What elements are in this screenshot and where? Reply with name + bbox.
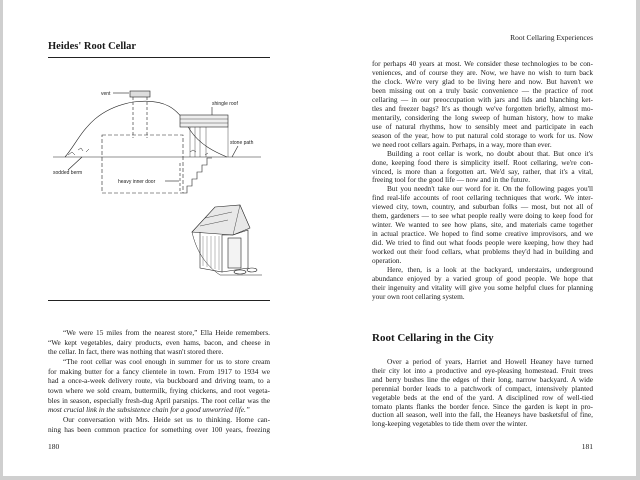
- text-line: freeing tool for the good life — now and in the future.: [372, 175, 531, 185]
- text-line: vegetable beds at the end of the yard. A disciplined row of well-tied: [372, 392, 593, 402]
- text-line: them, gardeners — to see what people really were doing to keep food for: [372, 211, 593, 221]
- page-number: 180: [48, 442, 60, 451]
- text-line: “We were 15 miles from the nearest store,” Ella Heide remembers.: [63, 328, 270, 337]
- text-line: the clock. We're very glad to be living here and now. But haven't we: [372, 76, 593, 86]
- label-stone-path: stone path: [230, 140, 254, 146]
- text-line: been missing out on a truly basic convenience — the practice of root: [372, 85, 593, 95]
- running-head: Root Cellaring Experiences: [510, 33, 593, 42]
- text-line: tles and freezer bags? It's as though we've forgotten briefly, almost mo-: [372, 103, 593, 113]
- text-line: had a once-a-week delivery route, via buckboard and driving team, to a: [48, 376, 270, 386]
- shed-sketch: [192, 205, 262, 275]
- text-line: for perhaps 40 years at most. We consider these technologies to be con-: [372, 59, 593, 68]
- text-line: for making butter for a fancy clientele in town. From 1917 to 1934 we: [48, 366, 270, 376]
- text-line: season of the year, how to put natural cold storage to work for us. Now: [372, 130, 593, 140]
- text-line: “The root cellar was cool enough in summer for us to store cream: [63, 356, 270, 366]
- text-line: town where we sold cream, buttermilk, frying chickens, and root vegeta-: [48, 385, 270, 395]
- text-line: “We kept vegetables, dairy products, even hams, bacon, and cheese in: [48, 337, 270, 347]
- label-shingle-roof: shingle roof: [212, 101, 238, 107]
- text-line: But you needn't take our word for it. On the following pages you'll: [387, 184, 593, 194]
- label-vent: vent: [101, 91, 111, 97]
- stairs: [183, 158, 212, 193]
- text-line: the cellar. In fact, there was nothing that wasn't stored there.: [48, 347, 224, 357]
- text-line: their city lot into a productive and eye-pleasing homestead. Fruit trees: [372, 365, 593, 375]
- text-line: Our conversation with Mrs. Heide set us to thinking. Home can-: [63, 414, 270, 424]
- text-line: and berry bushes line the edges of their long, narrow backyard. A wide: [372, 374, 593, 384]
- text-line: most crucial link in the subsistence chain for a good unworried life.”: [48, 405, 250, 415]
- text-line: tomato plants flanks the border fence. Since the garden is kept in pro-: [372, 401, 593, 411]
- shingle-roof: [180, 115, 228, 127]
- page-title: Heides' Root Cellar: [48, 41, 137, 52]
- earth-mound: [65, 101, 227, 157]
- text-line: their ingenuity and vitality will give you some helpful clues for planning: [372, 283, 593, 292]
- text-line: veniences, and of course they are. Now, we have no wish to turn back: [372, 67, 593, 77]
- text-line: your own root cellaring system.: [372, 291, 465, 301]
- text-line: Over a period of years, Harriet and Howell Heaney have turned: [387, 357, 593, 366]
- page-number: 181: [581, 442, 593, 451]
- right-page: [320, 0, 636, 476]
- text-line: Building a root cellar is work, no doubt about that. But once it's: [387, 148, 593, 158]
- root-cellar-illustration: [3, 0, 320, 310]
- text-line: vinced, is more than a forgotten art. We'd say, rather, that it's a vital,: [372, 166, 593, 176]
- text-line: we need root cellars again. Perhaps, in a way, more than ever.: [372, 139, 552, 149]
- text-line: in actual practice. We hoped to find some creative improvisors, and we: [372, 229, 593, 239]
- text-line: bles in season, especially fresh-dug April parsnips. The root cellar was the: [48, 395, 270, 405]
- text-line: winter. We wanted to see how plans, site, and materials came together: [372, 220, 593, 230]
- text-line: perennial border leads to a patchwork of compact, intensively planted: [372, 383, 593, 393]
- text-line: done, keeping food there is simplicity itself. Root cellaring, we're con-: [372, 157, 593, 167]
- text-line: viewed city, town, country, and suburban folks — most, but not all of: [372, 202, 593, 212]
- left-page: [3, 0, 320, 476]
- text-line: ning has been common practice for something over 100 years, freezing: [48, 424, 270, 434]
- text-line: Here, then, is a look at the backyard, understairs, underground: [387, 265, 593, 275]
- vent-cap: [130, 91, 150, 97]
- text-line: find real-life accounts of root cellaring techniques that work. We inter-: [372, 193, 593, 203]
- text-line: cellaring — in our preoccupation with jars and lids and blanching ket-: [372, 94, 593, 104]
- text-line: duction all season, well into the fall, the Heaneys have basketsful of fine,: [372, 410, 593, 420]
- text-line: worked out their food cellars, what problems they'd had in building and: [372, 247, 593, 257]
- text-line: use of natural rhythms, how to sensibly meet and participate in each: [372, 121, 593, 131]
- section-title: Root Cellaring in the City: [372, 332, 494, 344]
- bottom-rule: [48, 300, 270, 301]
- text-line: abundance enjoyed by a varied group of good people. We hope that: [372, 274, 593, 284]
- label-heavy-inner-door: heavy inner door: [118, 179, 156, 185]
- text-line: mentarily, considering the long sweep of human history, how to make: [372, 112, 593, 122]
- text-line: operation.: [372, 256, 402, 266]
- text-line: did. We tried to find out what foods people were keeping, how they had: [372, 238, 593, 248]
- label-sodded-berm: sodded berm: [53, 170, 83, 176]
- text-line: long-keeping vegetables to tide them over the winter.: [372, 419, 528, 429]
